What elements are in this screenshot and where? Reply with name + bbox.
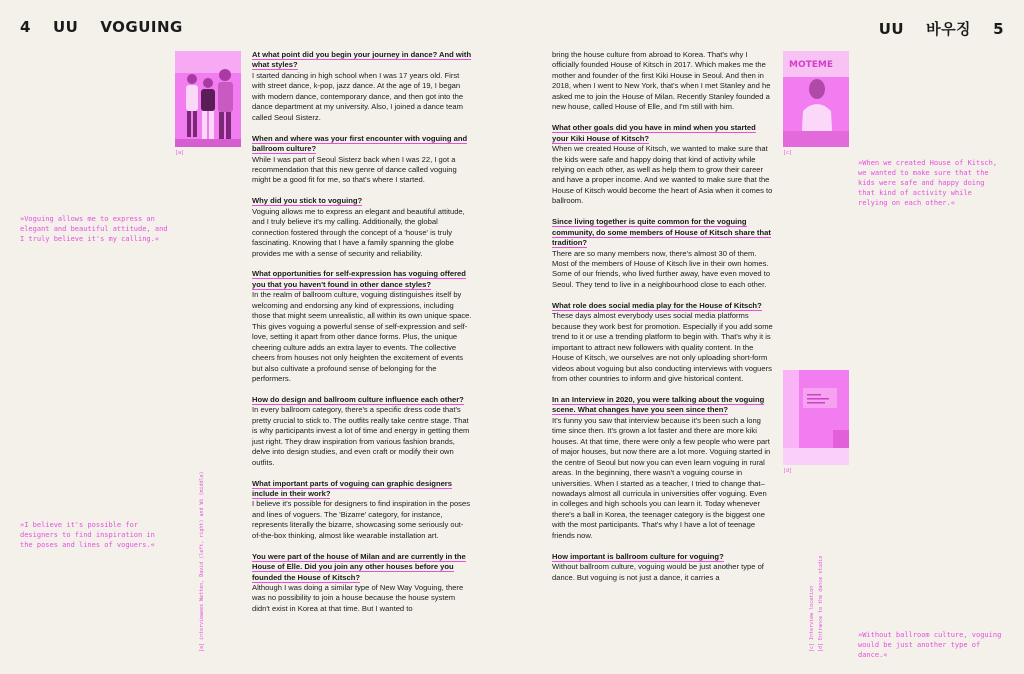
interview-question: You were part of the house of Milan and are currently in the House of Elle. Did you join any other houses before you founded the House of Kitsch? bbox=[252, 551, 466, 582]
wall-sign-text: MOTEME bbox=[789, 60, 833, 70]
pull-quote-safe: »When we created House of Kitsch, we wanted to make sure that the kids were safe and happy doing that kind of activity while relying on each other.« bbox=[858, 159, 998, 207]
interview-answer: bring the house culture from abroad to Korea. That's why I officially founded House of Kitsch in 2017. Which makes me the mother and founder of the first Kiki House in Seoul. And then in 2018, when I went to New York, that's when I met Stanley and he asked me to join the House of Milan. Recently Stanley founded a new house, called House of Elle, and I'm still with him. bbox=[552, 50, 771, 112]
section-label-left: UU bbox=[52, 18, 79, 36]
interview-answer: Without ballroom culture, voguing would be just another type of dance. But voguing is not just a dance, it carries a bbox=[552, 562, 764, 582]
interview-question: Since living together is quite common for the voguing community, do some members of House of Kitsch share that tradition? bbox=[552, 217, 771, 248]
interview-answer: When we created House of Kitsch, we wanted to make sure that the kids were safe and happy doing that kind of activity while relying on each other, as well as help them to grow their career and have a proper income. And we wanted to make sure that the House of Kitsch would become the heart of Asia when it comes to ballroom. bbox=[552, 144, 773, 206]
pull-quote-calling: »Voguing allows me to express an elegant and beautiful attitude, and I truly believe it's my calling.« bbox=[20, 215, 168, 243]
photo-tag-a: [a] bbox=[175, 150, 185, 156]
interview-question: What other goals did you have in mind when you started your Kiki House of Kitsch? bbox=[552, 123, 756, 143]
interview-answer: In every ballroom category, there's a specific dress code that's pretty crucial to stick to. The outfits really take centre stage. That is why participants invest a lot of time and energy in getting them just right. They draw inspiration from various fashion brands, delve into design studies, and even craft or modify their own outfits. bbox=[252, 405, 470, 467]
studio-entrance-illustration bbox=[783, 370, 849, 465]
photo-tag-c: [c] bbox=[783, 150, 793, 156]
folio-left bbox=[20, 18, 205, 36]
interview-answer: It's funny you saw that interview because it's been such a long time since then. It's grown a lot faster and there are more kiki houses. At that time, there were only a few people who were part of major houses, but now there are a lot more. Voguing started in the centre of Seoul but now you can even learn voguing in rural areas. In the beginning, there wasn't a voguing course in universities. When I started as a teacher, I tried to change that–nowadays almost all curricula in universities offer voguing. Even in colleges and high schools you can learn it. Today whenever there's a ball in Korea, the teenager category is the biggest one with the most participants. That's why I have a lot of teenage friends now. bbox=[552, 415, 771, 540]
interview-answer: In the realm of ballroom culture, voguing distinguishes itself by welcoming and endorsing any kind of expressions, including those that might seem unrealistic, all within its own unique space. This gives voguing a powerful sense of self-expression and self-love, setting it apart from other dance forms. Plus, the unique cheering culture adds an extra layer to events. The collective cheers from houses not only heighten the excitement of events but also cultivate a profound sense of belonging for the performers. bbox=[252, 290, 472, 383]
interview-answer: Although I was doing a similar type of New Way Voguing, there was no possibility to join a house because the house system didn't exist in Korea at that time. But I wanted to bbox=[252, 583, 464, 613]
caption-interviewees: [a] interviewees Wetten, David (left, right) and Wi (middle) bbox=[199, 471, 205, 652]
interview-question: When and where was your first encounter with voguing and ballroom culture? bbox=[252, 133, 468, 154]
folio-right bbox=[857, 18, 1004, 39]
interview-question: In an Interview in 2020, you were talking about the voguing scene. What changes have you seen since then? bbox=[552, 394, 765, 415]
interview-question: What role does social media play for the House of Kitsch? bbox=[552, 300, 762, 310]
interview-answer: I started dancing in high school when I was 17 years old. First with street dance, k-pop, jazz dance. At the age of 19, I began with modern dance, contemporary dance, and then got into the dance department at my university. Also, I joined a dance team called Seoul Sisterz. bbox=[252, 70, 464, 122]
pull-quote-without: »Without ballroom culture, voguing would be just another type of dance.« bbox=[858, 631, 1002, 659]
caption-studio-entrance: [d] Entrance to the dance studio bbox=[818, 555, 824, 652]
page-number-left: 4 bbox=[20, 18, 31, 36]
pull-quote-designers: »I believe it's possible for designers to find inspiration in the poses and lines of voguers.« bbox=[20, 521, 155, 549]
photo-interview-location bbox=[783, 51, 849, 147]
interview-question: What important parts of voguing can graphic designers include in their work? bbox=[252, 478, 452, 498]
photo-dance-studio-entrance bbox=[783, 370, 849, 465]
section-label-right: UU bbox=[878, 20, 905, 38]
page-number-right: 5 bbox=[993, 20, 1004, 38]
page-title-right: 바우징 bbox=[926, 20, 972, 38]
interview-question: How important is ballroom culture for voguing? bbox=[552, 551, 724, 561]
photo-interviewees bbox=[175, 51, 241, 147]
interview-answer: Voguing allows me to express an elegant and beautiful attitude, and I truly believe it's my calling. Additionally, the global connection fostered through the concept of a 'house' is truly fascinating. Knowing that I have a family spanning the globe provides me with a sense of security and reliability. bbox=[252, 206, 465, 258]
interview-question: What opportunities for self-expression has voguing offered you that you haven't found in other dance styles? bbox=[252, 269, 466, 289]
interview-column-left bbox=[252, 50, 472, 614]
caption-interview-location: [c] Interview location bbox=[809, 585, 815, 652]
interview-question: At what point did you begin your journey in dance? And with what styles? bbox=[252, 50, 472, 70]
page-title-left: VOGUING bbox=[100, 18, 183, 36]
interview-answer: There are so many members now, there's almost 30 of them. Most of the members of House of Kitsch live in their own homes. Some of our friends, who lived further away, have even moved to Seoul. They tend to live in a neighbourhood close to each other. bbox=[552, 248, 771, 289]
photo-tag-d: [d] bbox=[783, 468, 793, 474]
interview-location-illustration bbox=[783, 51, 849, 147]
interview-question: How do design and ballroom culture influence each other? bbox=[252, 394, 464, 404]
interview-column-right bbox=[552, 50, 773, 583]
interviewees-illustration bbox=[175, 51, 241, 147]
interview-question: Why did you stick to voguing? bbox=[252, 196, 363, 206]
interview-answer: These days almost everybody uses social media platforms because they work best for promotion. Especially if you add some trend to it or use a trending platform to begin with. That's why it is important to attract new followers with quality content. In the House of Kitsch, we ourselves are not only uploading short-form videos about voguing but also conducting interviews with voguers from other countries to inform and give historical content. bbox=[552, 311, 773, 383]
interview-answer: While I was part of Seoul Sisterz back when I was 22, I got a recommendation that this new genre of dance called voguing might be a good fit for me, so that's where I started. bbox=[252, 154, 457, 185]
interview-answer: I believe it's possible for designers to find inspiration in the poses and lines of voguers. The 'Bizarre' category, for instance, represents literally the bizarre, showcasing some seriously out-of-the-box thinking, almost like wearable installation art. bbox=[252, 499, 470, 540]
